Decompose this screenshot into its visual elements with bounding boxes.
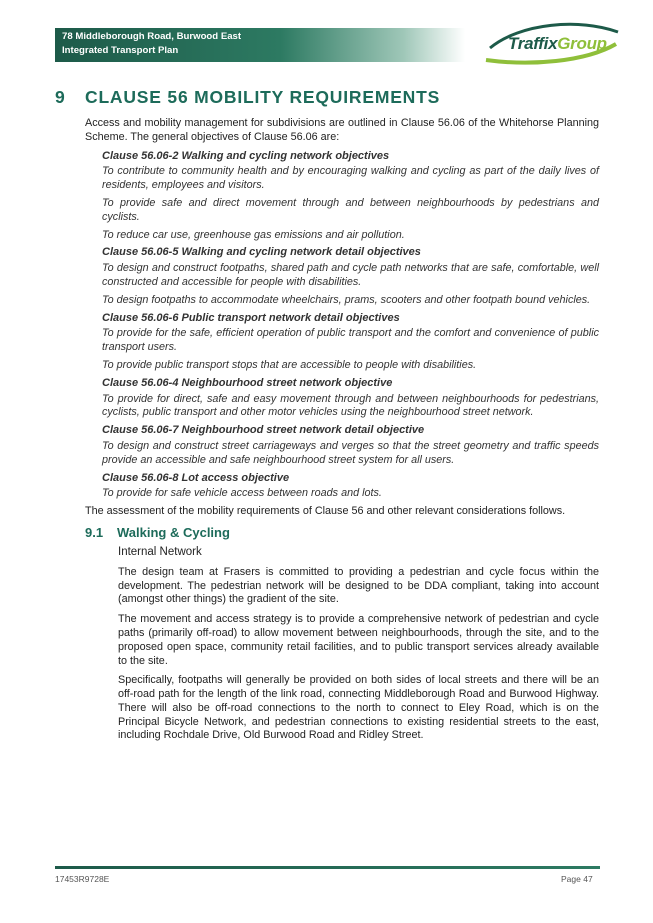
footer-document-reference: 17453R9728E xyxy=(55,874,110,884)
subsection-body xyxy=(85,546,599,743)
clause-heading: Clause 56.06-7 Neighbourhood street network detail objective xyxy=(102,424,425,437)
section-title: CLAUSE 56 MOBILITY REQUIREMENTS xyxy=(85,87,441,107)
footer-page-number: Page 47 xyxy=(561,874,593,884)
clause-heading: Clause 56.06-8 Lot access objective xyxy=(102,471,290,484)
clause-objective: To design and construct footpaths, shared path and cycle path networks that are safe, comfortable, well constructed and accessible for people with disabilities. xyxy=(102,262,599,288)
clause-objective: To design footpaths to accommodate wheelchairs, prams, scooters and other footpath bound vehicles. xyxy=(102,293,591,306)
clause-objective: To provide for direct, safe and easy movement through and between neighbourhoods for pedestrians, cyclists, public transport and other motor vehicles using the neighbourhood street network. xyxy=(102,392,599,419)
clause-objective: To provide for the safe, efficient operation of public transport and the comfort and convenience of public transport users. xyxy=(102,327,599,354)
clause-objective: To provide safe and direct movement through and between neighbourhoods by pedestrians and cyclists. xyxy=(102,196,599,223)
logo-main-text: Traffix xyxy=(508,34,558,53)
subsection-title: Walking & Cycling xyxy=(117,524,230,540)
intro-paragraph: Access and mobility management for subdivisions are outlined in Clause 56.06 of the Whitehorse Planning Scheme. The general objectives of Clause 56.06 are: xyxy=(85,117,599,143)
logo-accent-text: Group xyxy=(557,34,607,53)
clause-objectives xyxy=(85,150,599,502)
section-number: 9 xyxy=(55,87,66,107)
clause-objective: To reduce car use, greenhouse gas emissions and air pollution. xyxy=(102,228,405,241)
clause-heading: Clause 56.06-4 Neighbourhood street network objective xyxy=(102,376,393,389)
body-paragraph: The design team at Frasers is committed to providing a pedestrian and cycle focus within the development. The pedestrian network will be designed to be DDA compliant, taking into account (amongst other things) the gradient of the site. xyxy=(118,565,599,606)
subsection-number: 9.1 xyxy=(85,524,104,540)
clause-heading: Clause 56.06-5 Walking and cycling network detail objectives xyxy=(102,246,421,259)
assessment-paragraph: The assessment of the mobility requirements of Clause 56 and other relevant considerations follows. xyxy=(85,505,566,518)
clause-heading: Clause 56.06-2 Walking and cycling network objectives xyxy=(102,149,390,162)
clause-heading: Clause 56.06-6 Public transport network detail objectives xyxy=(102,311,400,324)
header-address: 78 Middleborough Road, Burwood East xyxy=(62,31,242,42)
header-document-title: Integrated Transport Plan xyxy=(62,44,179,56)
logo-wordmark xyxy=(508,34,607,54)
clause-objective: To provide for safe vehicle access between roads and lots. xyxy=(102,487,382,500)
body-paragraph: Specifically, footpaths will generally be provided on both sides of local streets and there will be an off-road path for the length of the link road, connecting Middleborough Road and Burwood Highway. There will also be off-road connections to the north to connect to Eley Road, which is on the Principal Bicycle Network, and pedestrian connections to existing residential streets to the east, including Rochdale Drive, Old Burwood Road and Ridley Street. xyxy=(118,674,599,742)
clause-objective: To design and construct street carriageways and verges so that the street geometry and traffic speeds provide an accessible and safe neighbourhood street system for all users. xyxy=(102,439,599,466)
clause-objective: To contribute to community health and by encouraging walking and cycling as part of the daily lives of residents, employees and visitors. xyxy=(102,165,599,192)
clause-objective: To provide public transport stops that are accessible to people with disabilities. xyxy=(102,358,477,371)
footer-rule xyxy=(55,866,600,869)
subsection-subheading: Internal Network xyxy=(118,545,202,558)
header-title xyxy=(62,30,241,57)
subsection-heading xyxy=(85,525,599,540)
body-paragraph: The movement and access strategy is to provide a comprehensive network of pedestrian and cycle paths (primarily off-road) to allow movement between neighbourhoods, through the site, and to the proposed open space, community retail facilities, and to public transport services already available to the site. xyxy=(118,613,599,667)
section-heading xyxy=(55,87,440,108)
main-content xyxy=(85,117,599,749)
